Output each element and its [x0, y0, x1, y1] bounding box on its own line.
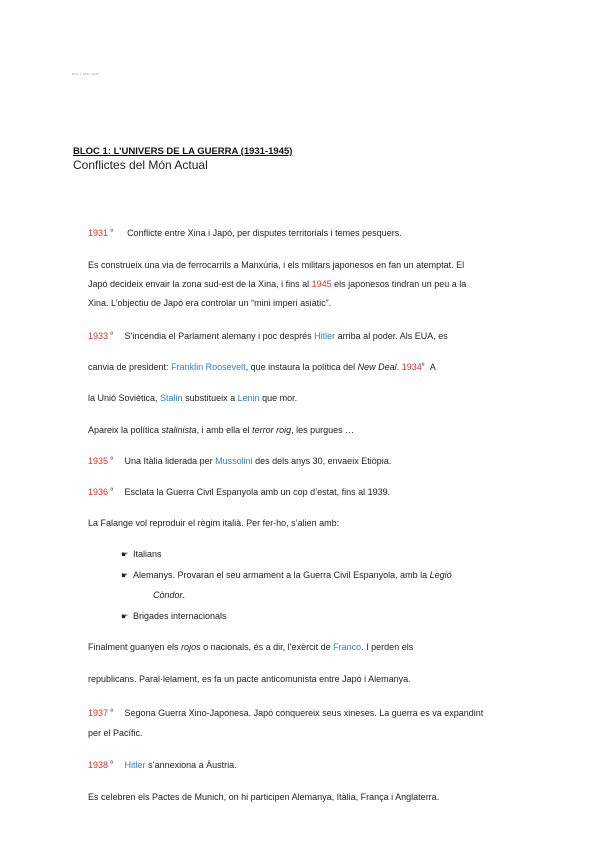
year-1938: 1938 [88, 760, 109, 770]
year-1931: 1931 [88, 228, 109, 238]
text: , i amb ella el [196, 425, 253, 435]
pointing-hand-icon: ☛ [121, 612, 129, 621]
paragraph-1933-2 [88, 361, 528, 373]
text: Italians [133, 549, 162, 559]
paragraph-1931 [88, 227, 528, 239]
paragraph-manxuria-3: Xina. L’objectiu de Japó era controlar un “mini imperi asiàtic”. [88, 298, 332, 308]
text: Una Itàlia liderada per [124, 456, 216, 466]
text: . [182, 590, 186, 600]
year-1934: 1934 [401, 362, 422, 372]
list-item [121, 610, 227, 623]
text: els japonesos tindran un peu a la [331, 279, 467, 289]
text: Finalment guanyen els [88, 642, 182, 652]
year-1945: 1945 [311, 279, 332, 289]
paragraph-1933-1 [88, 330, 528, 342]
list-item [121, 548, 162, 561]
link-hitler[interactable]: Hitler [314, 331, 336, 341]
text: Japó decideix envair la zona sud-est de la Xina, i fins al [88, 279, 312, 289]
arrow-mark-icon: º [110, 488, 114, 495]
text: . I perden els [361, 642, 414, 652]
year-1936: 1936 [88, 487, 109, 497]
paragraph-1937-1 [88, 707, 528, 719]
list-item-continued [153, 589, 185, 601]
year-1933: 1933 [88, 331, 109, 341]
paragraph-1936 [88, 486, 528, 498]
text: A [427, 362, 436, 372]
pointing-hand-icon: ☛ [121, 571, 129, 580]
text: , que instaura la política del [245, 362, 358, 372]
text: Segona Guerra Xino-Japonesa. Japó conquereix seus xineses. La guerra es va expandint [124, 708, 484, 718]
text: que mor. [259, 393, 298, 403]
section-subtitle: Conflictes del Món Actual [73, 158, 208, 172]
paragraph-falange: La Falange vol reproduir el règim italià. Per fer-ho, s’alien amb: [88, 518, 340, 528]
paragraph-1933-3 [88, 392, 528, 404]
text: Apareix la política [88, 425, 162, 435]
text: Alemanys. Provaran el seu armament a la Guerra Civil Espanyola, amb la [133, 570, 430, 580]
section-title: BLOC 1: L’UNIVERS DE LA GUERRA (1931-1945) [73, 146, 293, 157]
text: des dels anys 30, envaeix Etiòpia. [252, 456, 392, 466]
new-deal: New Deal [357, 362, 397, 372]
text: canvia de president: [88, 362, 172, 372]
text: , les purgues … [291, 425, 355, 435]
paragraph-1938 [88, 759, 528, 771]
paragraph-finalment-2: republicans. Paral·lelament, es fa un pacte anticomunista entre Japó i Alemanya. [88, 674, 411, 684]
arrow-mark-icon: º [421, 363, 425, 370]
legio: Legió [429, 570, 452, 580]
paragraph-manxuria-2 [88, 278, 528, 290]
stalinista: stalinista [161, 425, 197, 435]
paragraph-1935 [88, 455, 528, 467]
arrow-mark-icon: º [110, 229, 114, 236]
paragraph-munich: Es celebren els Pactes de Munich, on hi participen Alemanya, Itàlia, França i Anglaterra. [88, 792, 440, 802]
link-roosevelt[interactable]: Franklin Roosevelt [171, 362, 246, 372]
text: s’annexiona a Àustria. [145, 760, 237, 770]
link-lenin[interactable]: Lenin [237, 393, 260, 403]
link-stalin[interactable]: Stalin [160, 393, 183, 403]
arrow-mark-icon: º [110, 457, 114, 464]
text: . [396, 362, 402, 372]
pointing-hand-icon: ☛ [121, 550, 129, 559]
text: o nacionals, és a dir, l’exèrcit de [200, 642, 334, 652]
arrow-mark-icon: º [110, 761, 114, 768]
text: arriba al poder. Als EUA, es [335, 331, 448, 341]
header-note: Bloc 1 1931-1945 [72, 72, 99, 76]
list-item [121, 569, 452, 582]
text-1931: Conflicte entre Xina i Japó, per disputes territorials i temes pesquers. [127, 228, 402, 238]
paragraph-finalment-1 [88, 641, 528, 653]
text: substitueix a [182, 393, 238, 403]
paragraph-1937-2: per el Pacífic. [88, 728, 143, 738]
link-hitler[interactable]: Hitler [124, 760, 146, 770]
link-mussolini[interactable]: Mussolini [215, 456, 253, 466]
paragraph-manxuria-1: Es construeix una via de ferrocarrils a Manxúria, i els militars japonesos en fan un atemptat. El [88, 260, 465, 270]
arrow-mark-icon: º [110, 709, 114, 716]
arrow-mark-icon: º [110, 332, 114, 339]
text: la Unió Soviètica, [88, 393, 161, 403]
text: Esclata la Guerra Civil Espanyola amb un cop d’estat, fins al 1939. [124, 487, 391, 497]
year-1937: 1937 [88, 708, 109, 718]
year-1935: 1935 [88, 456, 109, 466]
text: S’incendia el Parlament alemany i poc després [124, 331, 315, 341]
link-franco[interactable]: Franco [333, 642, 362, 652]
terror-roig: terror roig [252, 425, 292, 435]
condor: Còndor [153, 590, 183, 600]
rojos: rojos [181, 642, 201, 652]
text: Brigades internacionals [133, 611, 227, 621]
paragraph-stalinista [88, 424, 528, 436]
